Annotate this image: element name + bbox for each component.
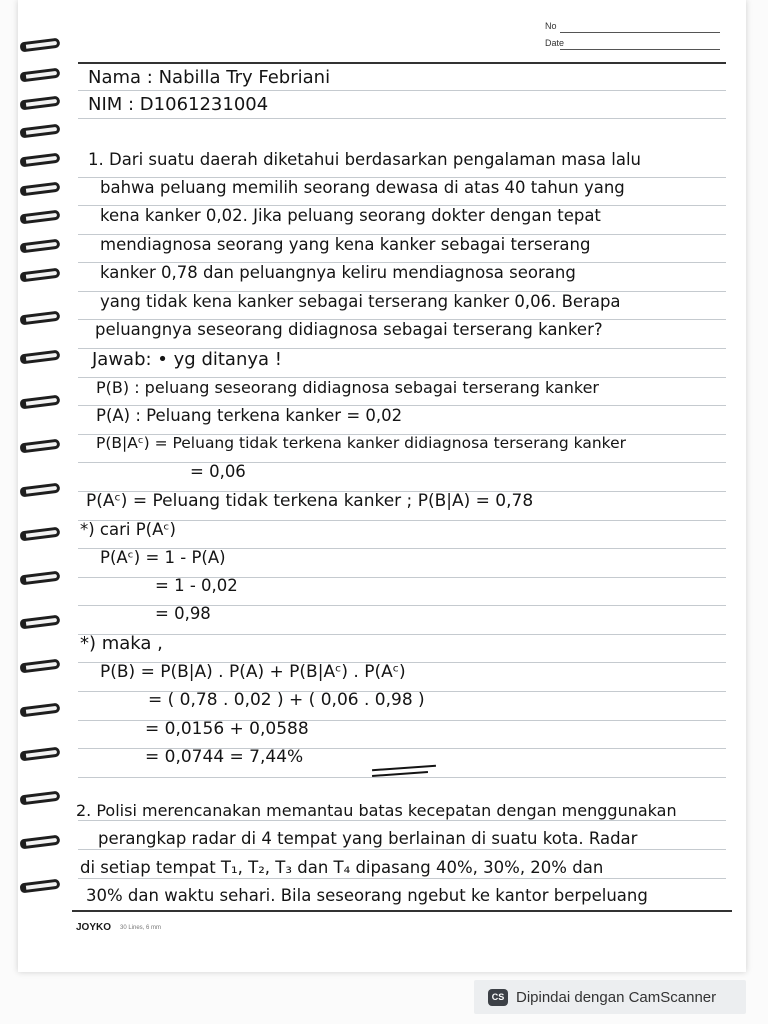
spiral-ring [20,268,61,283]
spiral-ring [20,439,61,454]
question-line: yang tidak kena kanker sebagai terserang kanker 0,06. Berapa [100,292,621,311]
calc-pb-result: = 0,0744 = 7,44% [145,747,304,767]
spiral-ring [20,791,61,806]
notebook-brand-sub: 30 Lines, 6 mm [120,925,162,931]
spiral-ring [20,182,61,197]
spiral-ring [20,350,61,365]
value-pb-given-ac: = 0,06 [190,462,246,481]
question-line: 1. Dari suatu daerah diketahui berdasarkan pengalaman masa lalu [88,150,641,169]
ruled-line [78,849,726,850]
step-maka: *) maka , [80,633,163,654]
ruled-line [78,878,726,879]
definition-pb: P(B) : peluang seseorang didiagnosa sebagai terserang kanker [96,378,599,397]
spiral-ring [20,239,61,254]
spiral-ring [20,835,61,850]
spiral-ring [20,659,61,674]
question2-line: di setiap tempat T₁, T₂, T₃ dan T₄ dipasang 40%, 30%, 20% dan [80,858,604,877]
question-line: mendiagnosa seorang yang kena kanker sebagai terserang [100,235,591,254]
question-line: peluangnya seseorang didiagnosa sebagai terserang kanker? [95,320,603,339]
spiral-ring [20,96,61,111]
ruled-line [78,118,726,119]
spiral-ring [20,153,61,168]
spiral-ring [20,68,61,83]
no-line [560,32,720,33]
question2-line: 30% dan waktu sehari. Bila seseorang ngebut ke kantor berpeluang [86,886,648,905]
definition-pa: P(A) : Peluang terkena kanker = 0,02 [96,406,403,425]
question2-line: perangkap radar di 4 tempat yang berlainan di suatu kota. Radar [98,829,638,848]
bottom-margin-line [72,910,732,912]
date-line [560,49,720,50]
calc-pb-substitution: = ( 0,78 . 0,02 ) + ( 0,06 . 0,98 ) [148,690,425,710]
camscanner-watermark [474,980,746,1014]
spiral-ring [20,483,61,498]
camscanner-logo-icon: CS [488,989,508,1006]
spiral-ring [20,311,61,326]
ruled-line [78,777,726,778]
spiral-ring [20,38,61,53]
definition-pb-given-ac: P(B|Aᶜ) = Peluang tidak terkena kanker didiagnosa terserang kanker [96,434,626,452]
calc-pb-formula: P(B) = P(B|A) . P(A) + P(B|Aᶜ) . P(Aᶜ) [100,662,406,682]
calc-pac-1: P(Aᶜ) = 1 - P(A) [100,548,226,567]
spiral-ring [20,395,61,410]
question-line: kanker 0,78 dan peluangnya keliru mendiagnosa seorang [100,263,576,282]
notebook-brand: JOYKO [76,922,112,933]
camscanner-text: Dipindai dengan CamScanner [516,988,717,1006]
date-label: Date [545,38,565,48]
calc-pac-3: = 0,98 [155,604,211,623]
question-line: kena kanker 0,02. Jika peluang seorang dokter dengan tepat [100,206,601,225]
spiral-ring [20,527,61,542]
top-margin-line [78,62,726,64]
spiral-ring [20,615,61,630]
calc-pb-products: = 0,0156 + 0,0588 [145,719,309,739]
question-line: bahwa peluang memilih seorang dewasa di atas 40 tahun yang [100,178,625,197]
spiral-ring [20,124,61,139]
no-label: No [545,21,557,31]
spiral-binding [18,0,88,972]
notebook-page [18,0,746,972]
spiral-ring [20,210,61,225]
ruled-line [78,820,726,821]
calc-pac-2: = 1 - 0,02 [155,576,238,595]
spiral-ring [20,571,61,586]
spiral-ring [20,879,61,894]
student-nim: NIM : D1061231004 [88,94,269,115]
student-name: Nama : Nabilla Try Febriani [88,67,331,88]
question2-line: 2. Polisi merencanakan memantau batas kecepatan dengan menggunakan [76,801,677,820]
ruled-line [78,90,726,91]
ruled-line [78,634,726,635]
step-find-pac: *) cari P(Aᶜ) [80,520,176,539]
answer-header: Jawab: • yg ditanya ! [92,349,282,370]
definition-pac: P(Aᶜ) = Peluang tidak terkena kanker ; P(B|A) = 0,78 [86,491,534,511]
spiral-ring [20,703,61,718]
spiral-ring [20,747,61,762]
ruled-line [78,462,726,463]
